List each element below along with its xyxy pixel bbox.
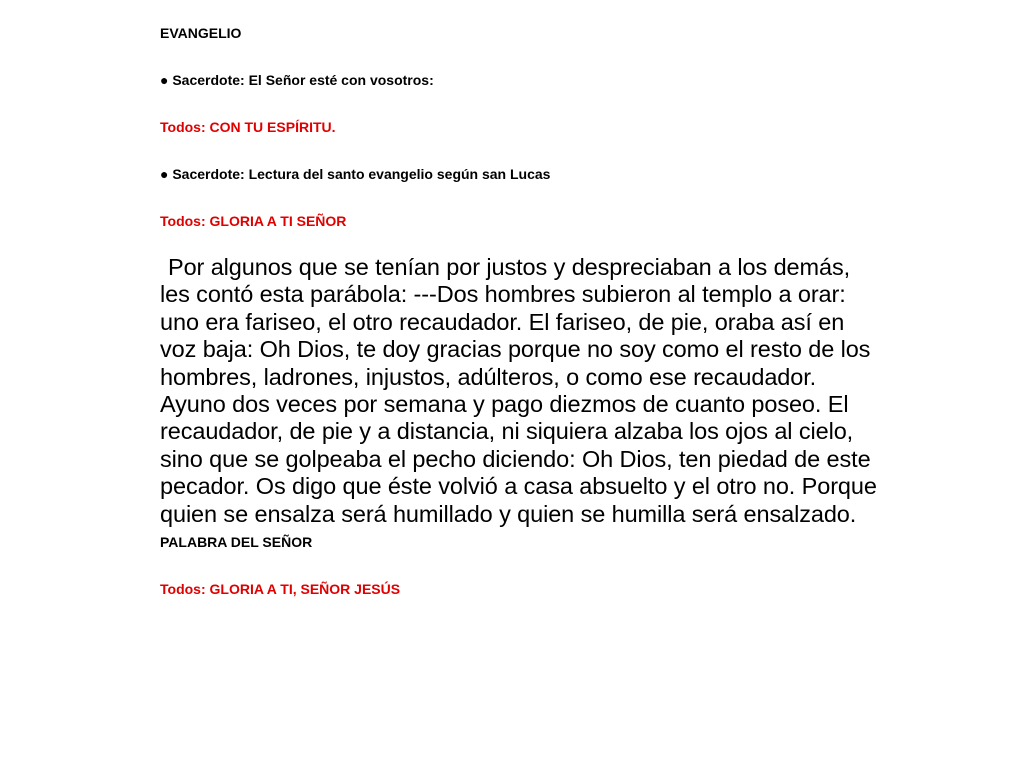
slide-content [160, 24, 880, 598]
closing-palabra: PALABRA DEL SEÑOR [160, 534, 313, 551]
people-response-gloria: Todos: GLORIA A TI SEÑOR [160, 213, 347, 229]
priest-greeting: ● Sacerdote: El Señor esté con vosotros: [160, 72, 434, 88]
priest-reading-announcement: ● Sacerdote: Lectura del santo evangelio según san Lucas [160, 166, 551, 182]
gospel-passage-text: Por algunos que se tenían por justos y despreciaban a los demás, les contó esta parábola: ---Dos hombres subieron al templo a orar: uno era fariseo, el otro recaudador. El fariseo, de pie, oraba así en voz baja: Oh Dios, te doy gracias porque no soy como el resto de los hombres, ladrones, injustos, adúlteros, o como ese recaudador. Ayuno dos veces por semana y pago diezmos de cuanto poseo. El recaudador, de pie y a distancia, ni siquiera alzaba los ojos al cielo, sino que se golpeaba el pecho diciendo: Oh Dios, ten piedad de este pecador. Os digo que éste volvió a casa absuelto y el otro no. Porque quien se ensalza será humillado y quien se humilla será ensalzado. [160, 254, 877, 527]
heading-evangelio: EVANGELIO [160, 25, 242, 41]
people-response-spirit: Todos: CON TU ESPÍRITU. [160, 119, 336, 135]
gospel-passage [160, 230, 880, 528]
people-response-jesus: Todos: GLORIA A TI, SEÑOR JESÚS [160, 581, 401, 598]
